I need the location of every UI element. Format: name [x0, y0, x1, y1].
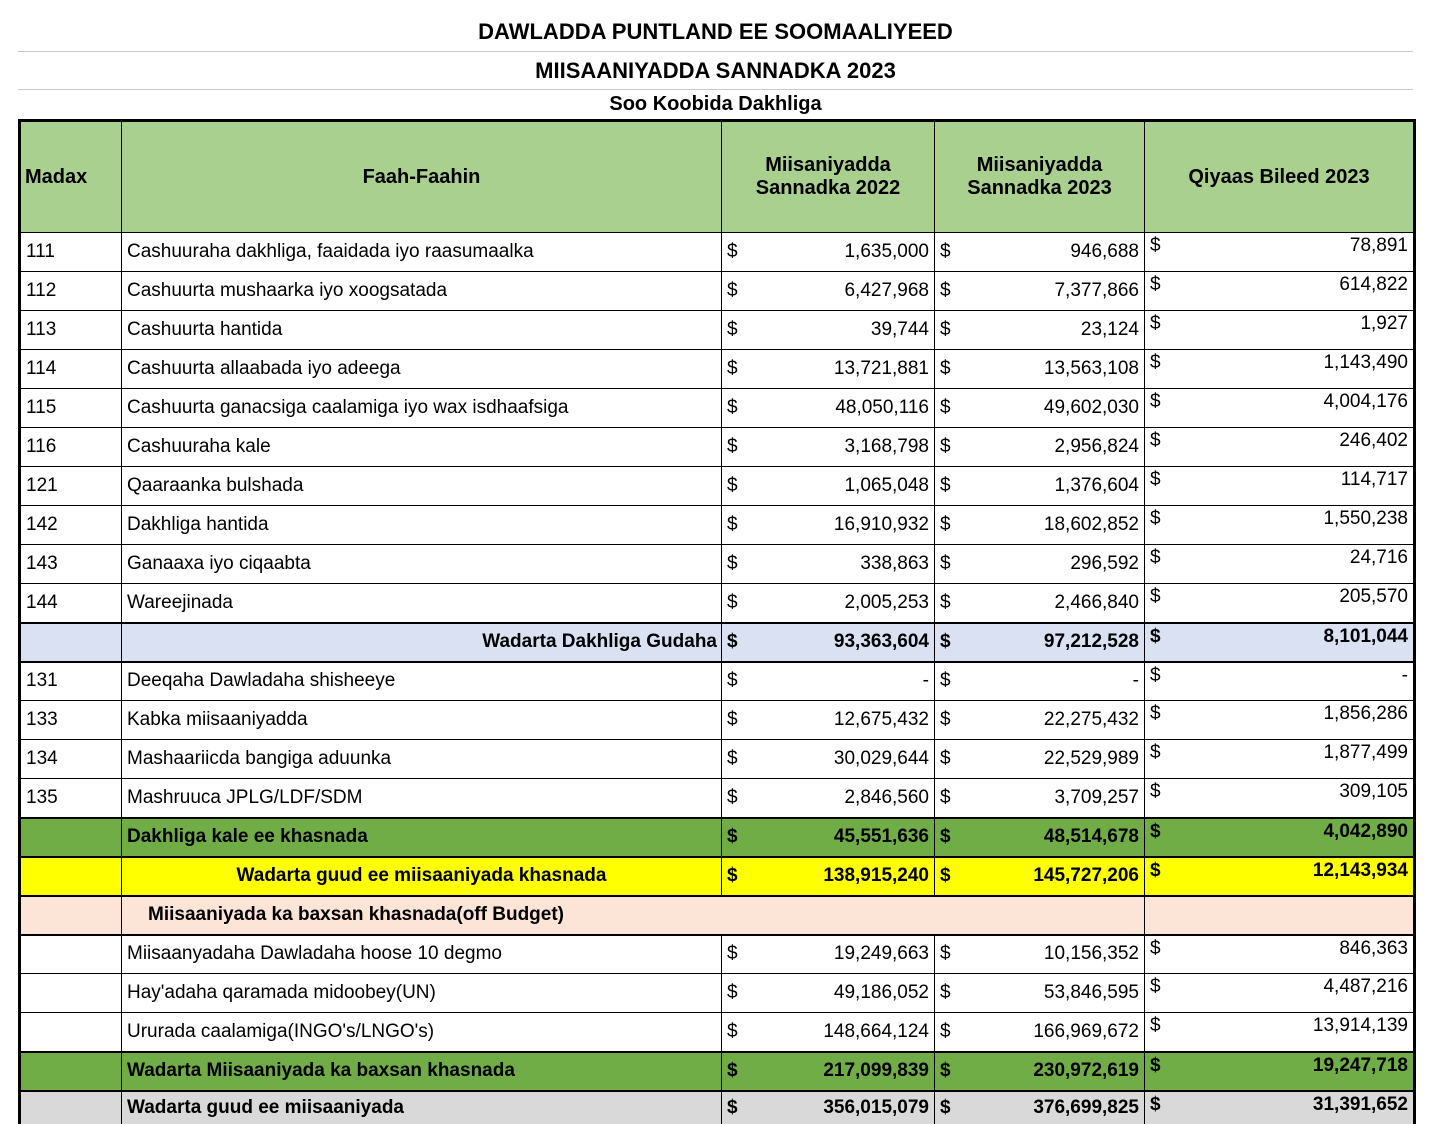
section-title: Soo Koobida Dakhliga [609, 93, 822, 115]
amount-2023-cell [935, 545, 1145, 584]
currency-symbol: $ [940, 786, 951, 808]
code-cell: 143 [20, 545, 122, 584]
amount-2023-cell [935, 974, 1145, 1013]
description-cell: Wadarta Miisaaniyada ka baxsan khasnada [122, 1052, 722, 1091]
description-cell: Dakhliga hantida [122, 506, 722, 545]
amount-monthly-cell [1145, 272, 1415, 311]
currency-symbol: $ [1150, 742, 1161, 763]
amount-value: 205,570 [1339, 586, 1408, 607]
amount-2022-cell [722, 467, 935, 506]
amount-2022-cell [722, 545, 935, 584]
amount-value: 309,105 [1339, 781, 1408, 802]
amount-value: 12,675,432 [833, 709, 929, 730]
description-cell: Hay'adaha qaramada midoobey(UN) [122, 974, 722, 1013]
amount-value: 16,910,932 [833, 514, 929, 535]
col-header-faah-faahin: Faah-Faahin [122, 121, 722, 233]
amount-monthly-cell [1145, 857, 1415, 896]
code-cell [20, 1013, 122, 1052]
amount-value: 1,065,048 [844, 475, 929, 496]
code-cell [20, 818, 122, 857]
amount-2022-cell [722, 1052, 935, 1091]
currency-symbol: $ [1150, 625, 1161, 647]
currency-symbol: $ [940, 943, 951, 965]
currency-symbol: $ [727, 786, 738, 808]
code-cell: 135 [20, 779, 122, 818]
description-cell: Cashuurta hantida [122, 311, 722, 350]
amount-value: 39,744 [870, 319, 929, 340]
amount-2022-cell [722, 701, 935, 740]
currency-symbol: $ [1150, 859, 1161, 881]
amount-value: 1,927 [1360, 313, 1408, 334]
currency-symbol: $ [1150, 469, 1161, 490]
code-cell: 112 [20, 272, 122, 311]
currency-symbol: $ [940, 670, 951, 692]
amount-monthly-cell [1145, 350, 1415, 389]
description-cell: Ganaaxa iyo ciqaabta [122, 545, 722, 584]
amount-value: 3,709,257 [1054, 786, 1139, 808]
amount-value: 6,427,968 [844, 280, 929, 301]
amount-value: 19,247,718 [1312, 1054, 1408, 1076]
amount-value: 166,969,672 [1033, 1020, 1139, 1042]
amount-value: 148,664,124 [823, 1020, 929, 1042]
amount-value: 230,972,619 [1033, 1060, 1139, 1081]
currency-symbol: $ [940, 475, 951, 496]
amount-value: - [1401, 664, 1408, 686]
currency-symbol: $ [1150, 664, 1161, 686]
amount-value: 1,877,499 [1323, 742, 1408, 763]
currency-symbol: $ [727, 319, 738, 340]
col-header-budget-2022: Miisaniyadda Sannadka 2022 [722, 121, 935, 233]
amount-monthly-cell [1145, 233, 1415, 272]
code-cell [20, 935, 122, 974]
amount-2023-cell [935, 233, 1145, 272]
description-cell: Mashruuca JPLG/LDF/SDM [122, 779, 722, 818]
amount-2023-cell [935, 311, 1145, 350]
table-row [20, 935, 1415, 974]
code-cell [20, 896, 122, 935]
table-row [20, 584, 1415, 623]
amount-value: 4,042,890 [1323, 820, 1408, 842]
description-cell: Cashuurta ganacsiga caalamiga iyo wax isdhaafsiga [122, 389, 722, 428]
col-header-budget-2023: Miisaniyadda Sannadka 2023 [935, 121, 1145, 233]
description-cell: Qaaraanka bulshada [122, 467, 722, 506]
amount-2023-cell [935, 350, 1145, 389]
amount-value: 2,466,840 [1054, 591, 1139, 613]
table-row [20, 740, 1415, 779]
currency-symbol: $ [727, 748, 738, 769]
amount-value: 93,363,604 [833, 631, 929, 652]
currency-symbol: $ [727, 631, 738, 652]
amount-value: 18,602,852 [1043, 514, 1139, 535]
amount-value: 24,716 [1349, 547, 1408, 568]
amount-value: 296,592 [1070, 553, 1139, 574]
amount-value: 246,402 [1339, 430, 1408, 451]
table-header [20, 121, 1415, 233]
amount-value: 7,377,866 [1054, 280, 1139, 301]
code-cell: 142 [20, 506, 122, 545]
amount-2022-cell [722, 506, 935, 545]
amount-value: 19,249,663 [833, 943, 929, 965]
currency-symbol: $ [727, 280, 738, 301]
amount-monthly-cell [1145, 428, 1415, 467]
currency-symbol: $ [1150, 1054, 1161, 1076]
amount-value: 145,727,206 [1033, 865, 1139, 886]
table-row [20, 506, 1415, 545]
amount-value: 614,822 [1339, 274, 1408, 295]
amount-2023-cell [935, 506, 1145, 545]
currency-symbol: $ [727, 1096, 738, 1118]
table-row [20, 389, 1415, 428]
currency-symbol: $ [1150, 274, 1161, 295]
description-cell: Cashuurta mushaarka iyo xoogsatada [122, 272, 722, 311]
amount-2023-cell [935, 272, 1145, 311]
amount-value: 356,015,079 [823, 1096, 929, 1118]
table-row [20, 467, 1415, 506]
amount-value: 8,101,044 [1323, 625, 1408, 647]
amount-value: 138,915,240 [823, 865, 929, 886]
amount-value: 45,551,636 [833, 826, 929, 847]
currency-symbol: $ [727, 826, 738, 847]
description-cell: Miisaaniyada ka baxsan khasnada(off Budget) [122, 896, 1145, 935]
amount-value: 22,529,989 [1043, 748, 1139, 769]
amount-monthly-cell [1145, 818, 1415, 857]
col-header-monthly-estimate-2023: Qiyaas Bileed 2023 [1145, 121, 1415, 233]
amount-2022-cell [722, 974, 935, 1013]
document-title: DAWLADDA PUNTLAND EE SOOMAALIYEED [18, 12, 1413, 52]
description-cell: Ururada caalamiga(INGO's/LNGO's) [122, 1013, 722, 1052]
amount-value: - [922, 670, 929, 692]
amount-value: 30,029,644 [833, 748, 929, 769]
code-cell: 121 [20, 467, 122, 506]
code-cell: 111 [20, 233, 122, 272]
budget-table [18, 119, 1416, 1124]
currency-symbol: $ [727, 865, 738, 886]
amount-value: 1,550,238 [1323, 508, 1408, 529]
currency-symbol: $ [727, 553, 738, 574]
amount-2022-cell [722, 584, 935, 623]
description-cell: Cashuuraha dakhliga, faaidada iyo raasumaalka [122, 233, 722, 272]
currency-symbol: $ [940, 553, 951, 574]
amount-value: 4,004,176 [1323, 391, 1408, 412]
amount-value: 31,391,652 [1312, 1093, 1408, 1115]
amount-2022-cell [722, 740, 935, 779]
amount-2023-cell [935, 428, 1145, 467]
code-cell [20, 857, 122, 896]
description-cell: Kabka miisaaniyadda [122, 701, 722, 740]
code-cell [20, 623, 122, 662]
currency-symbol: $ [727, 1060, 738, 1081]
currency-symbol: $ [1150, 586, 1161, 607]
amount-value: 2,956,824 [1054, 436, 1139, 457]
currency-symbol: $ [1150, 781, 1161, 802]
currency-symbol: $ [940, 709, 951, 730]
amount-2023-cell [935, 818, 1145, 857]
amount-monthly-cell [1145, 1052, 1415, 1091]
amount-value: 10,156,352 [1043, 943, 1139, 965]
currency-symbol: $ [727, 241, 738, 262]
amount-monthly-cell [1145, 545, 1415, 584]
currency-symbol: $ [940, 1060, 951, 1081]
amount-value: 1,635,000 [844, 241, 929, 262]
amount-value: 53,846,595 [1043, 982, 1139, 1003]
currency-symbol: $ [940, 748, 951, 769]
amount-value: 49,186,052 [833, 982, 929, 1003]
currency-symbol: $ [727, 475, 738, 496]
currency-symbol: $ [1150, 1093, 1161, 1115]
amount-monthly-cell [1145, 311, 1415, 350]
amount-monthly-cell [1145, 701, 1415, 740]
table-row [20, 350, 1415, 389]
header-row [20, 121, 1415, 233]
description-cell: Cashuurta allaabada iyo adeega [122, 350, 722, 389]
currency-symbol: $ [727, 397, 738, 418]
description-cell: Mashaariicda bangiga aduunka [122, 740, 722, 779]
table-row [20, 272, 1415, 311]
currency-symbol: $ [1150, 820, 1161, 842]
currency-symbol: $ [940, 280, 951, 301]
amount-value: 49,602,030 [1043, 397, 1139, 418]
amount-value: 48,514,678 [1043, 826, 1139, 847]
amount-2023-cell [935, 389, 1145, 428]
amount-value: 97,212,528 [1043, 631, 1139, 652]
amount-value: 114,717 [1340, 469, 1408, 490]
currency-symbol: $ [940, 241, 951, 262]
amount-2022-cell [722, 623, 935, 662]
currency-symbol: $ [1150, 235, 1161, 256]
amount-2022-cell [722, 1091, 935, 1124]
amount-2022-cell [722, 428, 935, 467]
amount-value: 217,099,839 [823, 1060, 929, 1081]
currency-symbol: $ [940, 631, 951, 652]
amount-2023-cell [935, 1052, 1145, 1091]
currency-symbol: $ [1150, 547, 1161, 568]
amount-2023-cell [935, 935, 1145, 974]
currency-symbol: $ [940, 436, 951, 457]
amount-value: 1,856,286 [1323, 703, 1408, 724]
amount-value: 338,863 [860, 553, 929, 574]
currency-symbol: $ [727, 982, 738, 1003]
table-row [20, 1052, 1415, 1091]
code-cell: 116 [20, 428, 122, 467]
table-row [20, 974, 1415, 1013]
amount-value: 78,891 [1349, 235, 1408, 256]
amount-value: 1,376,604 [1054, 475, 1139, 496]
amount-2022-cell [722, 1013, 935, 1052]
currency-symbol: $ [1150, 430, 1161, 451]
currency-symbol: $ [727, 670, 738, 692]
amount-monthly-cell [1145, 662, 1415, 701]
currency-symbol: $ [1150, 508, 1161, 529]
amount-2023-cell [935, 1091, 1145, 1124]
currency-symbol: $ [940, 358, 951, 379]
code-cell [20, 974, 122, 1013]
currency-symbol: $ [1150, 1015, 1161, 1036]
amount-monthly-cell [1145, 740, 1415, 779]
amount-value: 946,688 [1070, 241, 1139, 262]
amount-2022-cell [722, 350, 935, 389]
amount-2023-cell [935, 779, 1145, 818]
amount-value: 13,914,139 [1312, 1015, 1408, 1036]
table-row [20, 818, 1415, 857]
description-cell: Wadarta Dakhliga Gudaha [122, 623, 722, 662]
amount-2023-cell [935, 1013, 1145, 1052]
amount-monthly-cell [1145, 467, 1415, 506]
table-row [20, 662, 1415, 701]
amount-value: 13,563,108 [1043, 358, 1139, 379]
description-cell: Wadarta guud ee miisaaniyada khasnada [122, 857, 722, 896]
currency-symbol: $ [727, 436, 738, 457]
document-subtitle: MIISAANIYADDA SANNADKA 2023 [18, 52, 1413, 90]
amount-monthly-cell [1145, 896, 1415, 935]
amount-2022-cell [722, 857, 935, 896]
table-row [20, 545, 1415, 584]
currency-symbol: $ [940, 826, 951, 847]
amount-2022-cell [722, 389, 935, 428]
description-cell: Dakhliga kale ee khasnada [122, 818, 722, 857]
amount-2022-cell [722, 935, 935, 974]
amount-monthly-cell [1145, 389, 1415, 428]
amount-value: 4,487,216 [1323, 976, 1408, 997]
currency-symbol: $ [940, 982, 951, 1003]
code-cell: 115 [20, 389, 122, 428]
currency-symbol: $ [1150, 937, 1161, 959]
amount-2023-cell [935, 857, 1145, 896]
amount-value: - [1132, 670, 1139, 692]
amount-monthly-cell [1145, 623, 1415, 662]
amount-value: 13,721,881 [833, 358, 929, 379]
amount-value: 1,143,490 [1323, 352, 1408, 373]
currency-symbol: $ [1150, 703, 1161, 724]
amount-2022-cell [722, 272, 935, 311]
table-row [20, 428, 1415, 467]
table-row [20, 779, 1415, 818]
currency-symbol: $ [940, 865, 951, 886]
amount-monthly-cell [1145, 935, 1415, 974]
currency-symbol: $ [727, 514, 738, 535]
code-cell: 133 [20, 701, 122, 740]
amount-monthly-cell [1145, 974, 1415, 1013]
description-cell: Wadarta guud ee miisaaniyada [122, 1091, 722, 1124]
currency-symbol: $ [940, 1096, 951, 1118]
amount-value: 376,699,825 [1033, 1096, 1139, 1118]
amount-2023-cell [935, 467, 1145, 506]
currency-symbol: $ [940, 514, 951, 535]
amount-2023-cell [935, 584, 1145, 623]
amount-monthly-cell [1145, 506, 1415, 545]
currency-symbol: $ [727, 591, 738, 613]
amount-2022-cell [722, 662, 935, 701]
amount-value: 2,005,253 [844, 591, 929, 613]
amount-2022-cell [722, 779, 935, 818]
amount-value: 22,275,432 [1043, 709, 1139, 730]
currency-symbol: $ [1150, 352, 1161, 373]
table-row [20, 623, 1415, 662]
table-row [20, 896, 1415, 935]
amount-monthly-cell [1145, 779, 1415, 818]
amount-monthly-cell [1145, 1013, 1415, 1052]
table-row [20, 857, 1415, 896]
currency-symbol: $ [727, 943, 738, 965]
amount-2022-cell [722, 233, 935, 272]
currency-symbol: $ [1150, 391, 1161, 412]
currency-symbol: $ [940, 591, 951, 613]
code-cell: 113 [20, 311, 122, 350]
amount-value: 2,846,560 [844, 786, 929, 808]
amount-monthly-cell [1145, 1091, 1415, 1124]
description-cell: Deeqaha Dawladaha shisheeye [122, 662, 722, 701]
amount-2023-cell [935, 701, 1145, 740]
amount-2023-cell [935, 662, 1145, 701]
currency-symbol: $ [940, 319, 951, 340]
currency-symbol: $ [727, 709, 738, 730]
amount-value: 48,050,116 [835, 397, 929, 418]
currency-symbol: $ [1150, 976, 1161, 997]
description-cell: Cashuuraha kale [122, 428, 722, 467]
amount-value: 846,363 [1339, 937, 1408, 959]
table-body [20, 233, 1415, 1124]
amount-2023-cell [935, 740, 1145, 779]
code-cell: 134 [20, 740, 122, 779]
currency-symbol: $ [940, 397, 951, 418]
code-cell: 131 [20, 662, 122, 701]
amount-value: 12,143,934 [1312, 859, 1408, 881]
amount-2022-cell [722, 818, 935, 857]
code-cell: 114 [20, 350, 122, 389]
table-row [20, 1091, 1415, 1124]
currency-symbol: $ [727, 1020, 738, 1042]
description-cell: Wareejinada [122, 584, 722, 623]
table-row [20, 701, 1415, 740]
currency-symbol: $ [1150, 313, 1161, 334]
table-row [20, 1013, 1415, 1052]
currency-symbol: $ [727, 358, 738, 379]
amount-value: 23,124 [1080, 319, 1139, 340]
code-cell: 144 [20, 584, 122, 623]
amount-2022-cell [722, 311, 935, 350]
col-header-madax: Madax [20, 121, 122, 233]
amount-value: 3,168,798 [844, 436, 929, 457]
table-row [20, 311, 1415, 350]
code-cell [20, 1052, 122, 1091]
amount-2023-cell [935, 623, 1145, 662]
description-cell: Miisaanyadaha Dawladaha hoose 10 degmo [122, 935, 722, 974]
amount-monthly-cell [1145, 584, 1415, 623]
table-row [20, 233, 1415, 272]
currency-symbol: $ [940, 1020, 951, 1042]
code-cell [20, 1091, 122, 1124]
